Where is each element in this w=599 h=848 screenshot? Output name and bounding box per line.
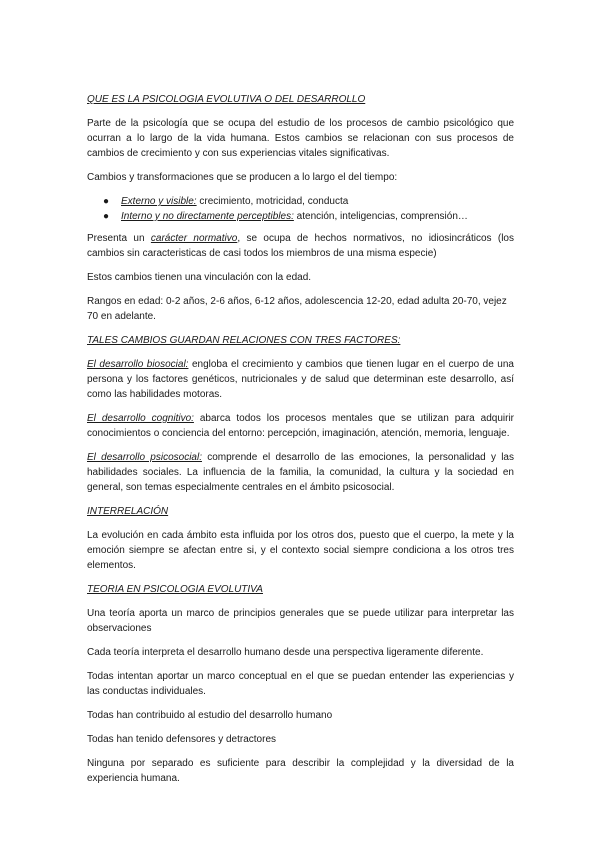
- list-item: [87, 209, 514, 224]
- list-item-term: Externo y visible:: [121, 196, 197, 207]
- list-item: [87, 194, 514, 209]
- intro-paragraph: Parte de la psicología que se ocupa del estudio de los procesos de cambio psicológico que ocurran a lo largo de la vida humana. Estos cambios se relacionan con sus procesos de cambios de crecimiento y con sus experiencias vitales significativas.: [87, 118, 514, 159]
- factor-text: abarca todos los procesos mentales que se utilizan para adquirir conocimientos o conciencia del entorno: percepción, imaginación, atención, memoria, lenguaje.: [87, 413, 514, 439]
- factor-text: engloba el crecimiento y cambios que tienen lugar en el cuerpo de una persona y los factores genéticos, nutricionales y de salud que determinan este desarrollo, así como las habilidades motoras.: [87, 359, 514, 400]
- age-ranges-paragraph: Rangos en edad: 0-2 años, 2-6 años, 6-12 años, adolescencia 12-20, edad adulta 20-70, vejez 70 en adelante.: [87, 296, 507, 322]
- factor-term: El desarrollo biosocial:: [87, 359, 189, 370]
- age-link-paragraph: Estos cambios tienen una vinculación con la edad.: [87, 272, 312, 283]
- section-heading-teoria: TEORIA EN PSICOLOGIA EVOLUTIVA: [87, 584, 263, 595]
- factor-paragraph-cognitivo: [87, 411, 514, 441]
- normative-pre: Presenta un: [87, 233, 151, 244]
- factor-paragraph-psicosocial: [87, 450, 514, 495]
- theory-paragraph: Cada teoría interpreta el desarrollo humano desde una perspectiva ligeramente diferente.: [87, 647, 484, 658]
- normative-paragraph: [87, 231, 514, 261]
- section-heading-tres-factores: TALES CAMBIOS GUARDAN RELACIONES CON TRES FACTORES:: [87, 335, 401, 346]
- normative-term: carácter normativo: [150, 233, 238, 244]
- list-item-term: Interno y no directamente perceptibles:: [121, 211, 294, 222]
- list-item-text: atención, inteligencias, comprensión…: [293, 211, 468, 222]
- document-page: [87, 92, 514, 795]
- list-item-text: crecimiento, motricidad, conducta: [196, 196, 349, 207]
- bullet-icon: ●: [103, 196, 110, 207]
- bullet-icon: ●: [103, 211, 110, 222]
- factor-term: El desarrollo cognitivo:: [87, 413, 194, 424]
- changes-list: [87, 194, 514, 224]
- theory-paragraph: Todas han tenido defensores y detractores: [87, 734, 277, 745]
- theory-paragraph: Todas han contribuido al estudio del desarrollo humano: [87, 710, 333, 721]
- interrelation-paragraph: La evolución en cada ámbito esta influida por los otros dos, puesto que el cuerpo, la mete y la emoción siempre se afectan entre si, y el contexto social siempre condiciona a los otros tres elementos.: [87, 530, 514, 571]
- theory-paragraph: Todas intentan aportar un marco conceptual en el que se puedan entender las experiencias y las conductas individuales.: [87, 671, 514, 697]
- theory-paragraph: Ninguna por separado es suficiente para describir la complejidad y la diversidad de la experiencia humana.: [87, 758, 514, 784]
- factor-term: El desarrollo psicosocial:: [87, 452, 202, 463]
- normative-post: , se ocupa de hechos normativos, no idiosincráticos (los cambios sin caracteristicas de casi todos los miembros de una misma especie): [87, 233, 514, 259]
- section-heading-interrelacion: INTERRELACIÓN: [87, 506, 169, 517]
- changes-intro-paragraph: Cambios y transformaciones que se producen a lo largo el del tiempo:: [87, 172, 398, 183]
- theory-paragraph: Una teoría aporta un marco de principios generales que se puede utilizar para interpretar las observaciones: [87, 608, 514, 634]
- factor-text: comprende el desarrollo de las emociones, la personalidad y las habilidades sociales. La influencia de la familia, la comunidad, la cultura y la sociedad en general, son temas especialmente centrales en el ámbito psicosocial.: [87, 452, 514, 493]
- section-heading-psicologia-evolutiva: QUE ES LA PSICOLOGIA EVOLUTIVA O DEL DESARROLLO: [87, 94, 366, 105]
- factor-paragraph-biosocial: [87, 357, 514, 402]
